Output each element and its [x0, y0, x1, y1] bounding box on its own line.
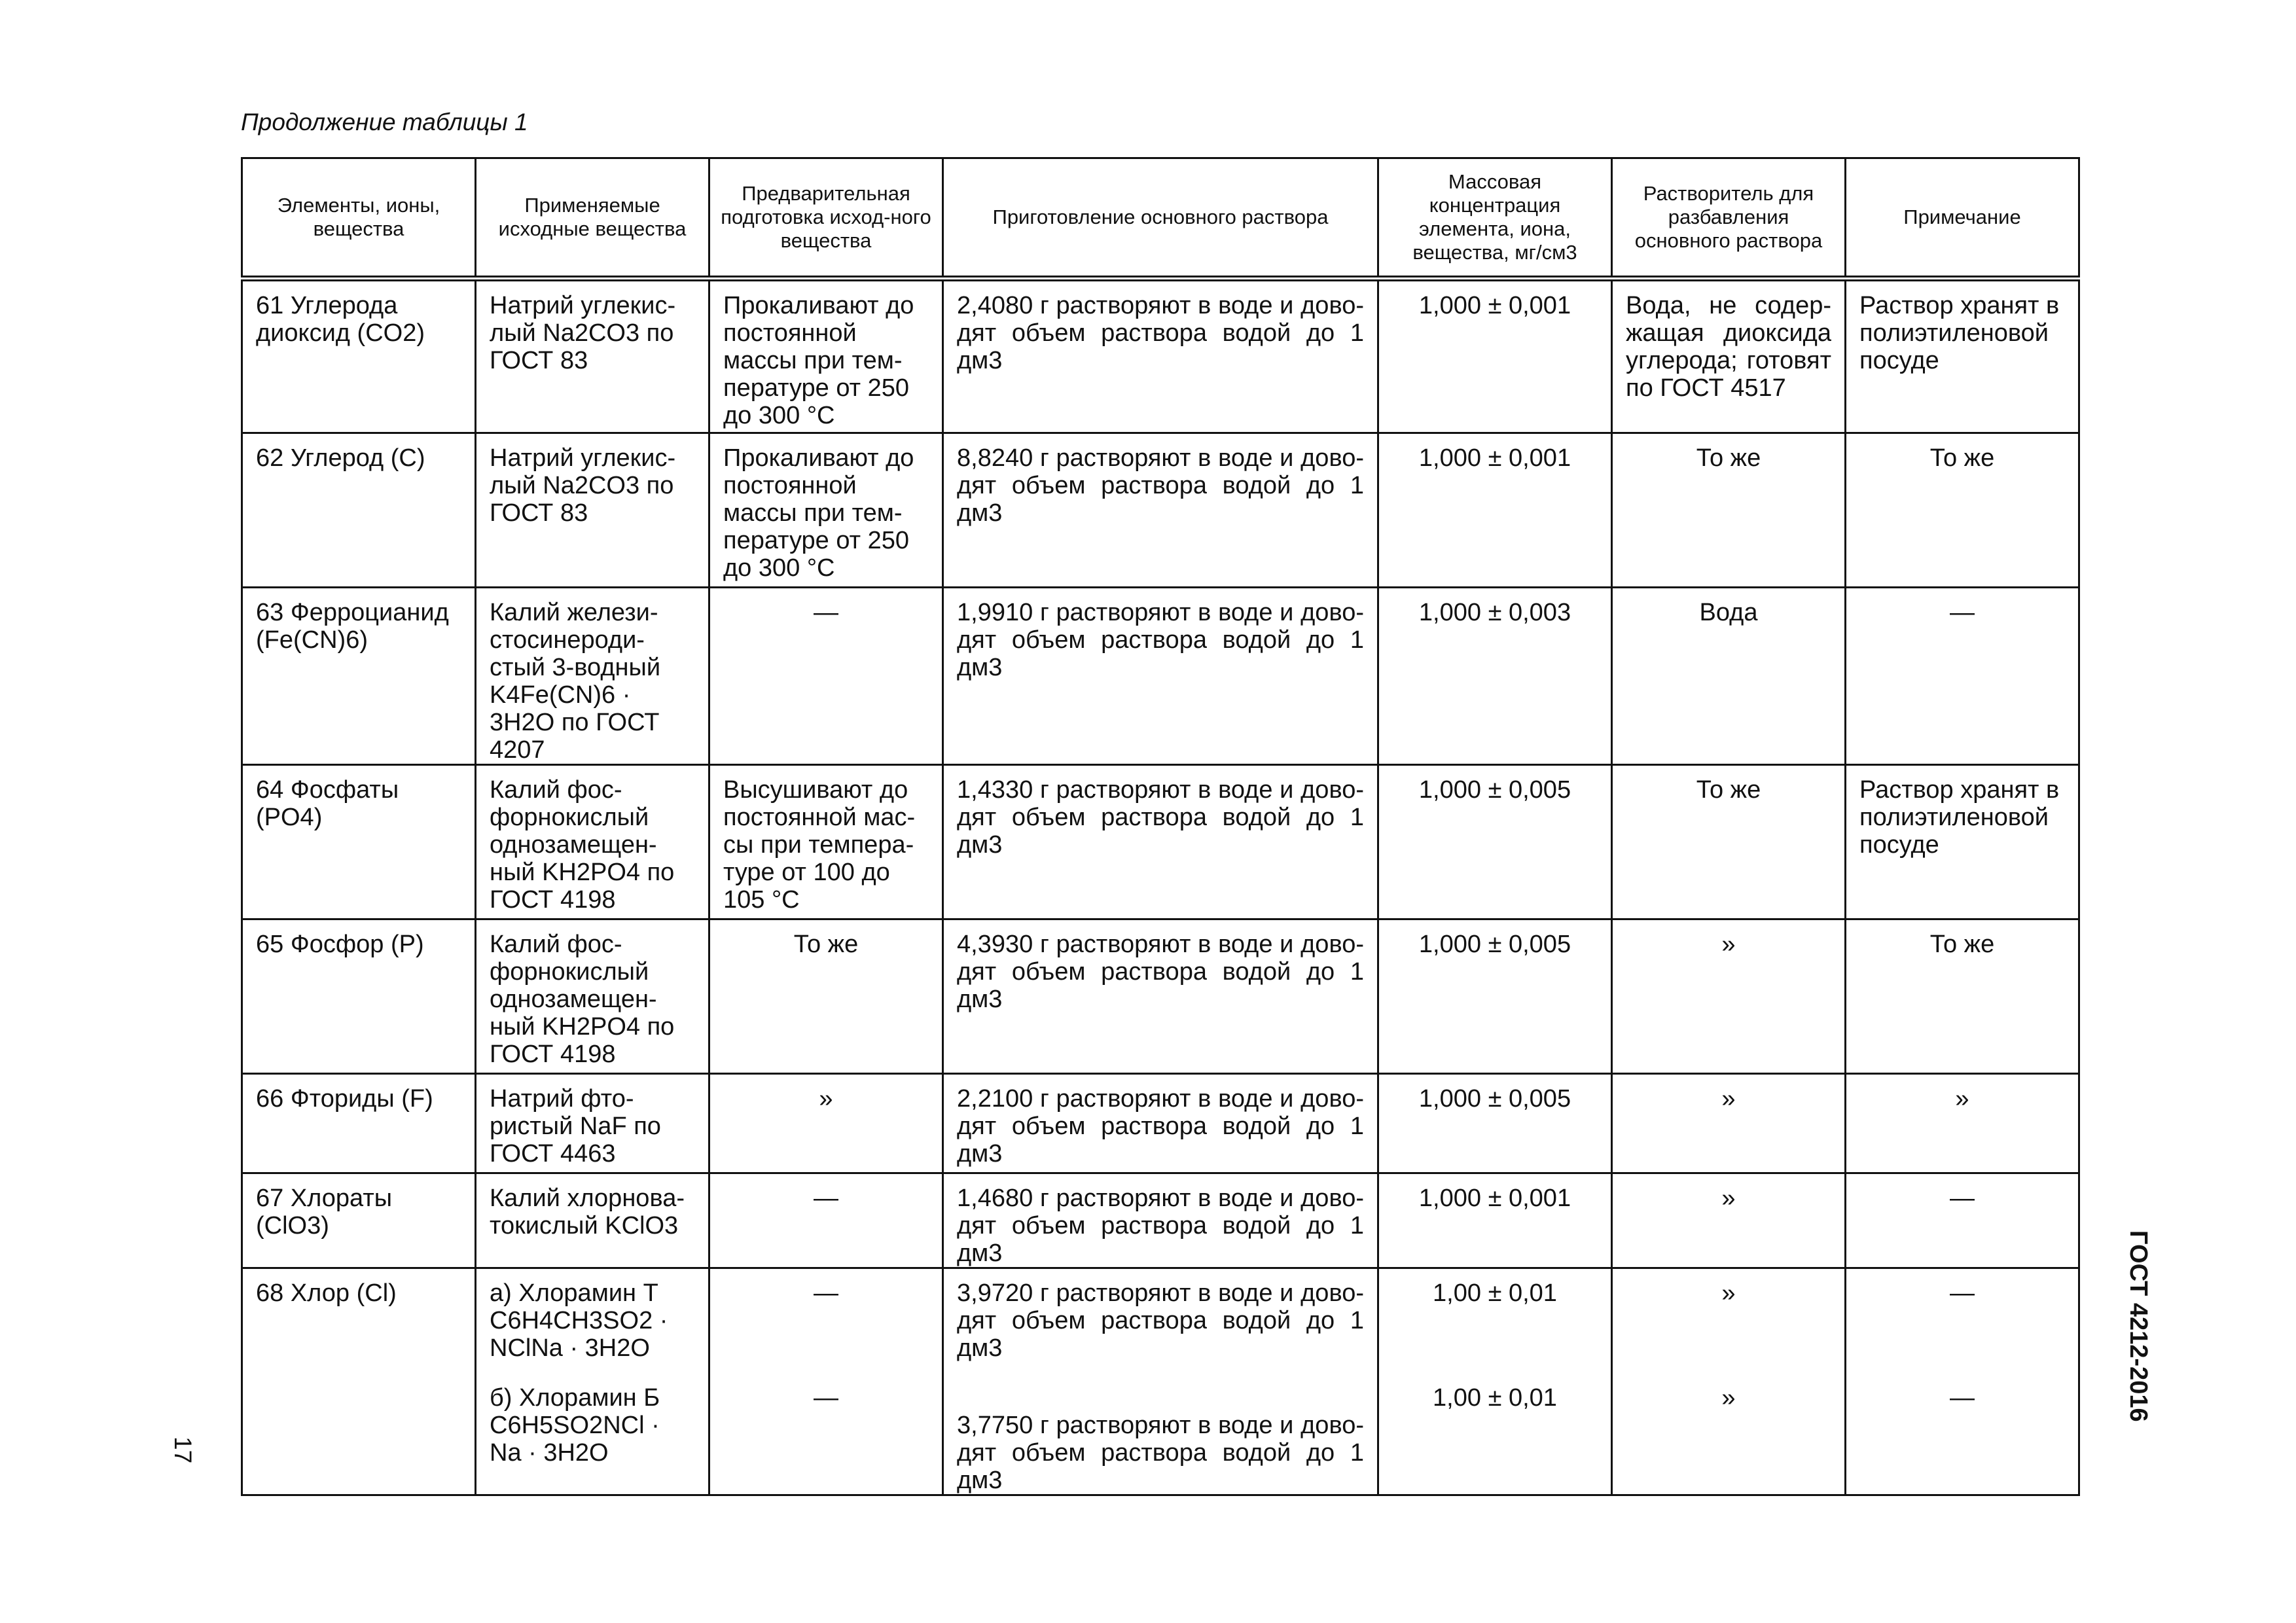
- table-caption: Продолжение таблицы 1: [241, 109, 528, 135]
- cell-preparation: 4,3930 г растворяют в воде и дово-дят объем раствора водой до 1 дм3: [943, 919, 1378, 1074]
- cell-element: 64 Фосфаты (PO4): [242, 765, 476, 919]
- cell-note: —: [1846, 588, 2079, 765]
- cell-pretreatment: [709, 1268, 943, 1495]
- cell-element: 61 Углерода диоксид (CO2): [242, 279, 476, 433]
- cell-concentration-a: 1,00 ± 0,01: [1433, 1279, 1557, 1307]
- cell-source: Калий фос-форнокислый однозамещен-ный KH2PO4 по ГОСТ 4198: [476, 919, 709, 1074]
- cell-preparation-b: 3,7750 г растворяют в воде и дово-дят объем раствора водой до 1 дм3: [957, 1412, 1364, 1494]
- cell-concentration: 1,000 ± 0,001: [1378, 433, 1612, 588]
- cell-solvent-b: »: [1721, 1384, 1736, 1412]
- cell-concentration: 1,000 ± 0,001: [1378, 1173, 1612, 1268]
- cell-note: Раствор хранят в полиэтиленовой посуде: [1846, 765, 2079, 919]
- cell-pretreatment: Прокаливают до постоянной массы при тем-пературе от 250 до 300 °С: [709, 279, 943, 433]
- table-row: [242, 1173, 2079, 1268]
- table-row: [242, 588, 2079, 765]
- cell-source: Калий желези-стосинероди-стый 3-водный K4Fe(CN)6 · 3H2O по ГОСТ 4207: [476, 588, 709, 765]
- cell-note: —: [1846, 1173, 2079, 1268]
- cell-element: 63 Ферроцианид (Fe(CN)6): [242, 588, 476, 765]
- cell-solvent: Вода: [1612, 588, 1846, 765]
- table-row: [242, 433, 2079, 588]
- cell-element: 62 Углерод (C): [242, 433, 476, 588]
- cell-preparation: 1,4330 г растворяют в воде и дово-дят объем раствора водой до 1 дм3: [943, 765, 1378, 919]
- table-row: [242, 765, 2079, 919]
- cell-pretreatment-a: —: [814, 1279, 838, 1307]
- cell-solvent: »: [1612, 1074, 1846, 1173]
- cell-concentration-b: 1,00 ± 0,01: [1433, 1384, 1557, 1412]
- cell-source: [476, 1268, 709, 1495]
- cell-source: Калий хлорнова-токислый KClO3: [476, 1173, 709, 1268]
- cell-source: Натрий углекис-лый Na2CO3 по ГОСТ 83: [476, 279, 709, 433]
- cell-preparation: 2,2100 г растворяют в воде и дово-дят объем раствора водой до 1 дм3: [943, 1074, 1378, 1173]
- cell-note-a: —: [1950, 1279, 1975, 1307]
- header-note: Примечание: [1846, 158, 2079, 279]
- page-number: 17: [170, 1436, 196, 1464]
- cell-concentration: 1,000 ± 0,003: [1378, 588, 1612, 765]
- cell-pretreatment: Прокаливают до постоянной массы при тем-пературе от 250 до 300 °С: [709, 433, 943, 588]
- cell-concentration: 1,000 ± 0,001: [1378, 279, 1612, 433]
- cell-preparation-a: 3,9720 г растворяют в воде и дово-дят объем раствора водой до 1 дм3: [957, 1279, 1364, 1362]
- cell-solvent: Вода, не содер-жащая диоксида углерода; готовят по ГОСТ 4517: [1612, 279, 1846, 433]
- cell-solvent-a: »: [1721, 1279, 1736, 1307]
- cell-solvent: »: [1612, 919, 1846, 1074]
- cell-concentration: [1378, 1268, 1612, 1495]
- cell-element: 65 Фосфор (P): [242, 919, 476, 1074]
- table-row: [242, 1268, 2079, 1495]
- cell-element: 68 Хлор (Cl): [242, 1268, 476, 1495]
- table-row: [242, 1074, 2079, 1173]
- cell-pretreatment: »: [709, 1074, 943, 1173]
- cell-pretreatment: То же: [709, 919, 943, 1074]
- cell-source: Натрий фто-ристый NaF по ГОСТ 4463: [476, 1074, 709, 1173]
- cell-pretreatment: Высушивают до постоянной мас-сы при темпера-туре от 100 до 105 °С: [709, 765, 943, 919]
- cell-element: 67 Хлораты (ClO3): [242, 1173, 476, 1268]
- table-row: [242, 919, 2079, 1074]
- cell-note-b: —: [1950, 1384, 1975, 1412]
- cell-solvent: То же: [1612, 765, 1846, 919]
- cell-solvent: То же: [1612, 433, 1846, 588]
- cell-solvent: »: [1612, 1173, 1846, 1268]
- cell-source: Натрий углекис-лый Na2CO3 по ГОСТ 83: [476, 433, 709, 588]
- cell-preparation: 8,8240 г растворяют в воде и дово-дят объем раствора водой до 1 дм3: [943, 433, 1378, 588]
- header-solvent: Растворитель для разбавления основного раствора: [1612, 158, 1846, 279]
- header-elements: Элементы, ионы, вещества: [242, 158, 476, 279]
- cell-pretreatment: —: [709, 1173, 943, 1268]
- cell-pretreatment-b: —: [814, 1384, 838, 1412]
- table-header-row: [242, 158, 2079, 279]
- cell-source: Калий фос-форнокислый однозамещен-ный KH2PO4 по ГОСТ 4198: [476, 765, 709, 919]
- reagents-table: [241, 157, 2080, 1496]
- cell-preparation: 1,4680 г растворяют в воде и дово-дят объем раствора водой до 1 дм3: [943, 1173, 1378, 1268]
- table-row: [242, 279, 2079, 433]
- cell-solvent: [1612, 1268, 1846, 1495]
- cell-source-b: б) Хлорамин Б C6H5SO2NCl · Na · 3H2O: [490, 1384, 660, 1467]
- cell-note: [1846, 1268, 2079, 1495]
- cell-note: Раствор хранят в полиэтиленовой посуде: [1846, 279, 2079, 433]
- cell-concentration: 1,000 ± 0,005: [1378, 919, 1612, 1074]
- cell-pretreatment: —: [709, 588, 943, 765]
- standard-code: ГОСТ 4212-2016: [2125, 1230, 2152, 1422]
- header-source: Применяемые исходные вещества: [476, 158, 709, 279]
- cell-concentration: 1,000 ± 0,005: [1378, 765, 1612, 919]
- cell-note: То же: [1846, 919, 2079, 1074]
- cell-concentration: 1,000 ± 0,005: [1378, 1074, 1612, 1173]
- cell-source-a: а) Хлорамин Т C6H4CH3SO2 · NClNa · 3H2O: [490, 1279, 668, 1362]
- cell-preparation: [943, 1268, 1378, 1495]
- header-concentration: Массовая концентрация элемента, иона, вещества, мг/см3: [1378, 158, 1612, 279]
- cell-element: 66 Фториды (F): [242, 1074, 476, 1173]
- header-pretreatment: Предварительная подготовка исход-ного вещества: [709, 158, 943, 279]
- header-preparation: Приготовление основного раствора: [943, 158, 1378, 279]
- cell-preparation: 1,9910 г растворяют в воде и дово-дят объем раствора водой до 1 дм3: [943, 588, 1378, 765]
- cell-note: »: [1846, 1074, 2079, 1173]
- cell-preparation: 2,4080 г растворяют в воде и дово-дят объем раствора водой до 1 дм3: [943, 279, 1378, 433]
- cell-note: То же: [1846, 433, 2079, 588]
